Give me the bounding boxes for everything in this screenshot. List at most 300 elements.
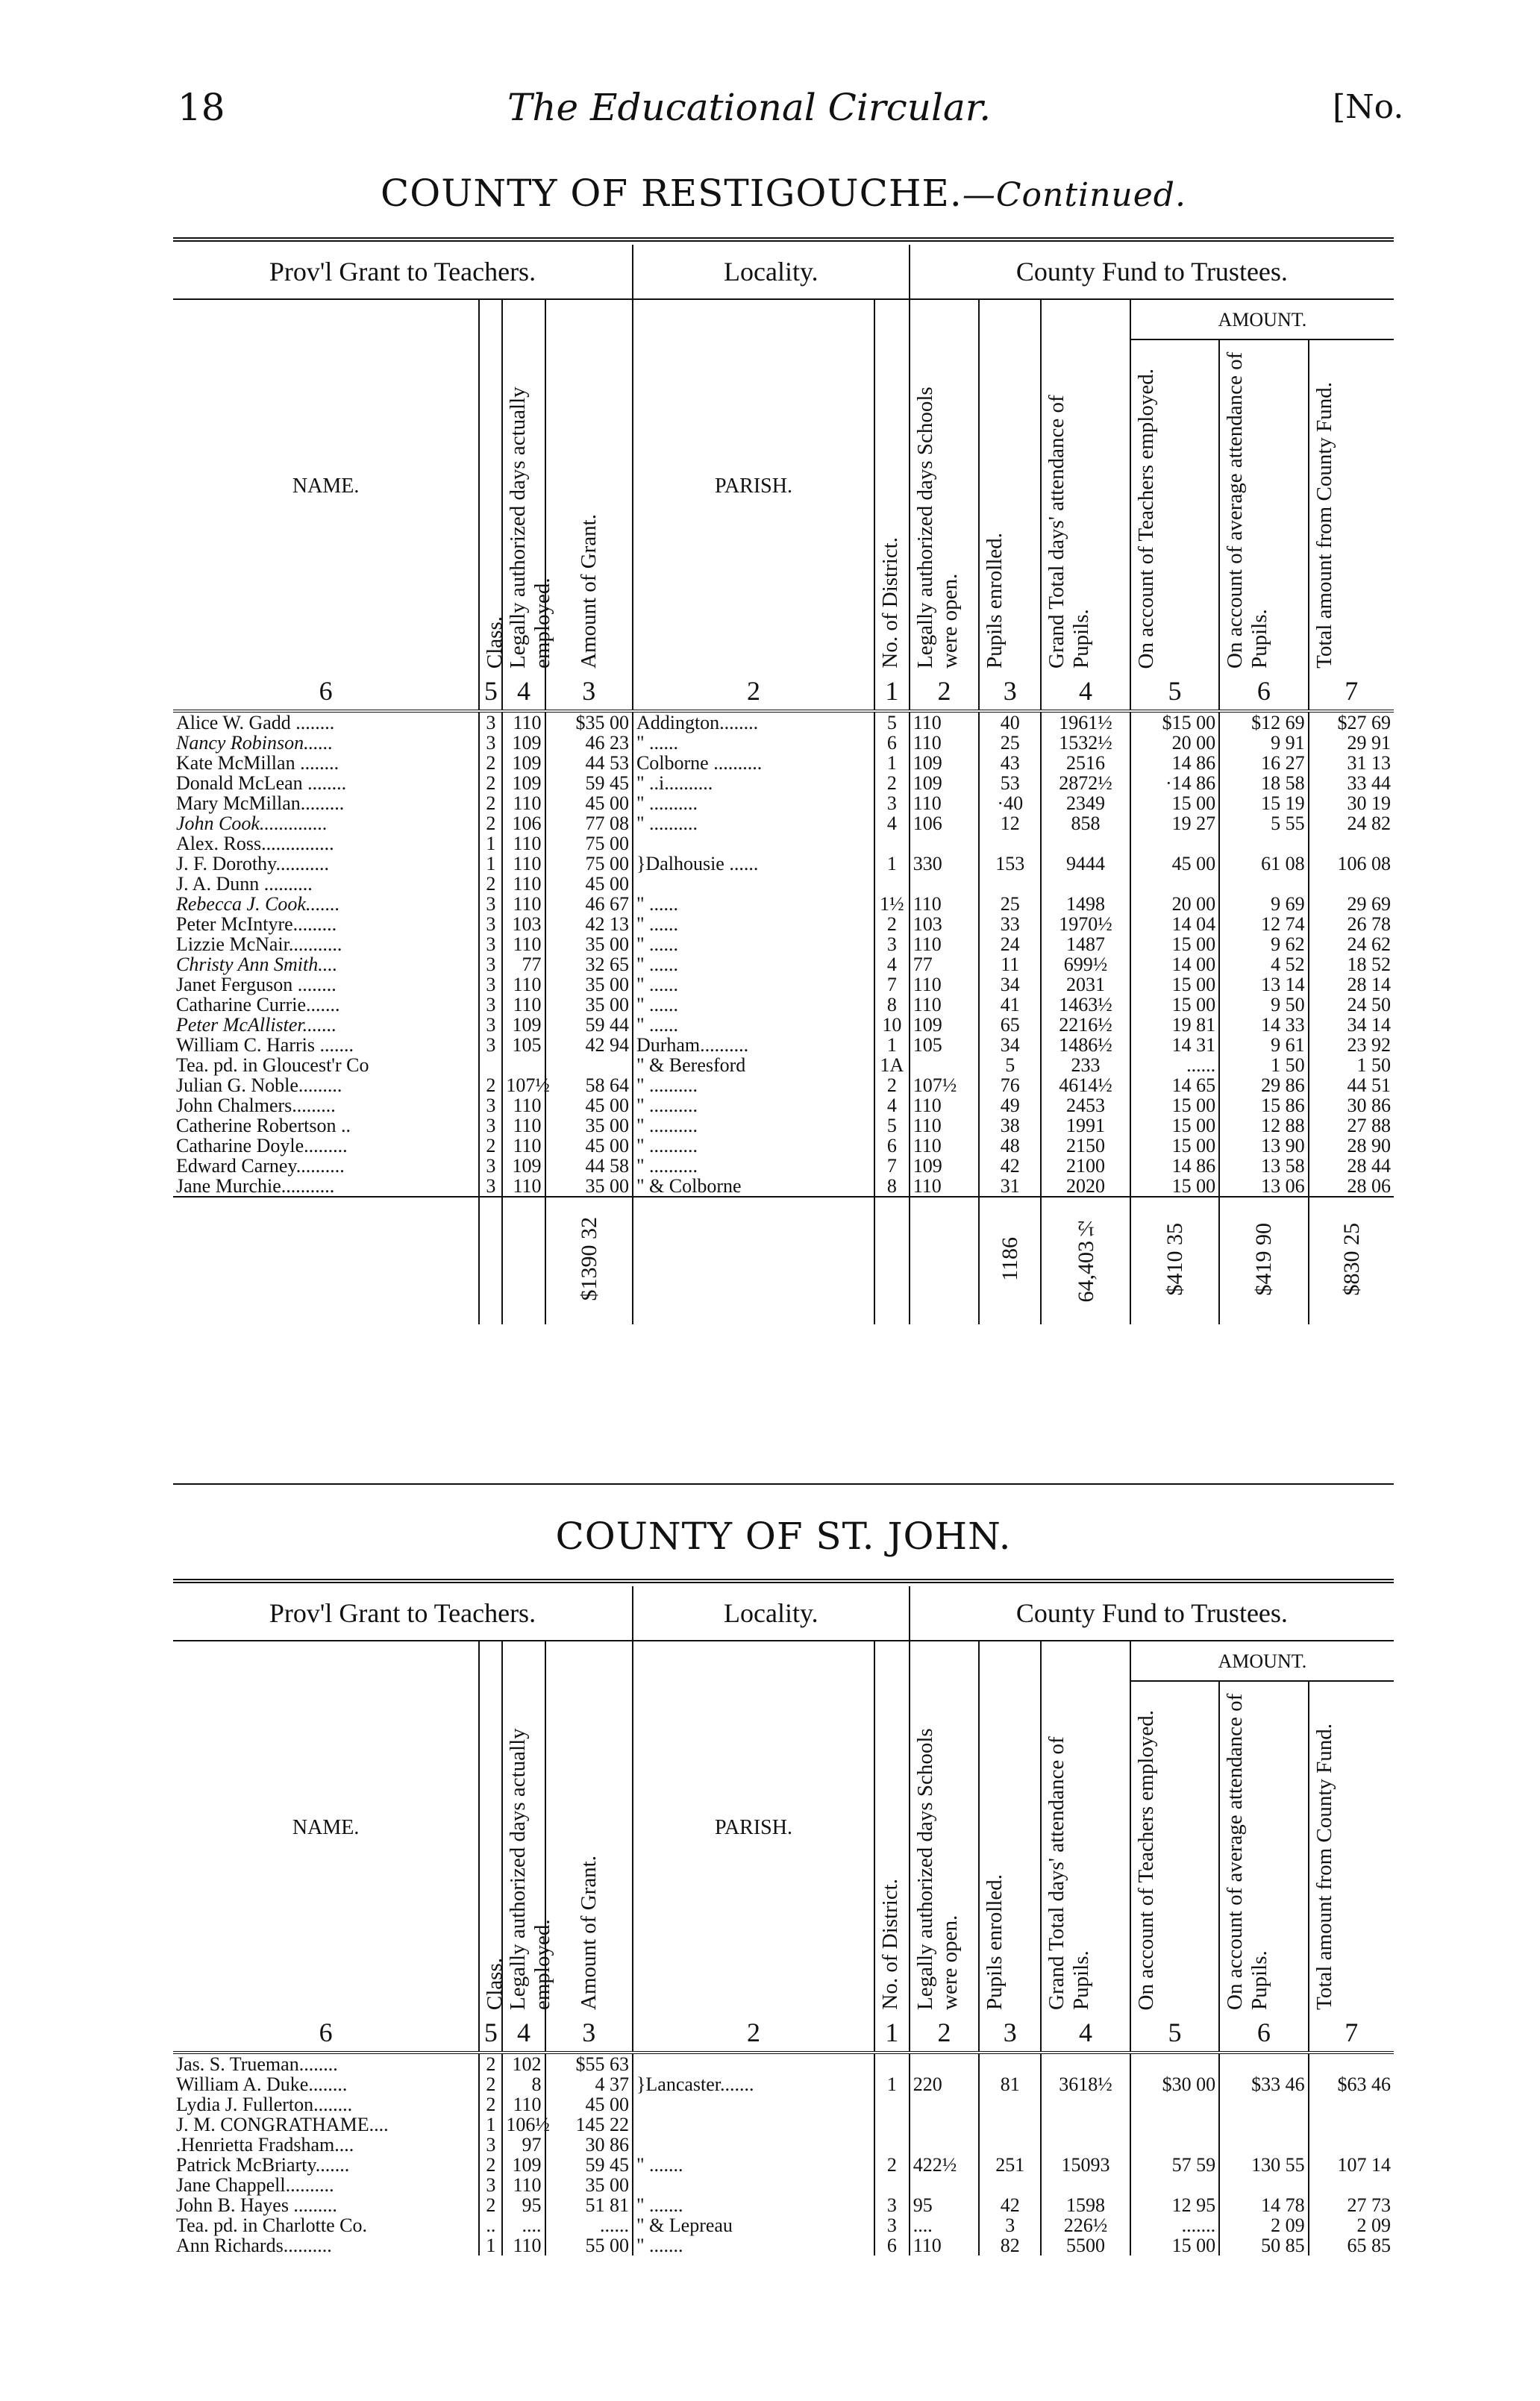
cell-dist: 5 <box>874 1115 910 1136</box>
cell-grant: 45 00 <box>545 874 633 894</box>
cell-open: 109 <box>910 1156 979 1176</box>
cell-name: Mary McMillan......... <box>173 793 479 813</box>
total-county-fund: $830 25 <box>1339 1222 1364 1296</box>
county-fund-header: County Fund to Trustees. <box>910 245 1394 299</box>
cell-open: 109 <box>910 1015 979 1035</box>
cell-grant: 45 00 <box>545 793 633 813</box>
cell-days: 95 <box>502 2195 545 2215</box>
cell-total: 2031 <box>1041 974 1130 995</box>
cell-pupils: ·40 <box>979 793 1041 813</box>
cell-teach: $30 00 <box>1130 2074 1219 2094</box>
cell-name: Jane Chappell.......... <box>173 2175 479 2195</box>
cell-class: 2 <box>479 874 502 894</box>
cell-open <box>910 2094 979 2114</box>
cell-teach <box>1130 2053 1219 2074</box>
table-row <box>173 1075 1394 1095</box>
grant-header: Amount of Grant. <box>576 1856 601 2010</box>
cell-total: 1463½ <box>1041 995 1130 1015</box>
cell-pupils: 251 <box>979 2155 1041 2175</box>
cell-parish: Addington........ <box>633 711 874 733</box>
cell-pupils: 12 <box>979 813 1041 833</box>
cell-dist: 1 <box>874 1035 910 1055</box>
cell-days: 110 <box>502 974 545 995</box>
cell-pupils: 25 <box>979 733 1041 753</box>
table-row <box>173 2215 1394 2235</box>
cell-avg: 2 09 <box>1219 2215 1308 2235</box>
cell-grant: 75 00 <box>545 854 633 874</box>
cell-parish: " .......... <box>633 1136 874 1156</box>
cell-total <box>1041 874 1130 894</box>
cell-pupils <box>979 2114 1041 2135</box>
cell-total <box>1041 2053 1130 2074</box>
cell-parish: " ...... <box>633 974 874 995</box>
name-header: NAME. <box>173 299 479 672</box>
cell-open: 106 <box>910 813 979 833</box>
cell-parish: " & Beresford <box>633 1055 874 1075</box>
total-grant: $1390 32 <box>576 1217 601 1301</box>
cell-days: 109 <box>502 1156 545 1176</box>
cell-avg <box>1219 874 1308 894</box>
cell-grant: 45 00 <box>545 1136 633 1156</box>
cell-teach: 15 00 <box>1130 1176 1219 1197</box>
cell-grant: 45 00 <box>545 1095 633 1115</box>
cell-avg: 50 85 <box>1219 2235 1308 2256</box>
cell-days: 110 <box>502 995 545 1015</box>
cell-grant <box>545 1055 633 1075</box>
cell-pupils: 33 <box>979 914 1041 934</box>
cell-teach: 20 00 <box>1130 894 1219 914</box>
cell-days: 110 <box>502 793 545 813</box>
cell-class: 3 <box>479 934 502 954</box>
cell-teach: 19 27 <box>1130 813 1219 833</box>
table-row <box>173 1035 1394 1055</box>
cell-total: 2872½ <box>1041 773 1130 793</box>
cell-dist: 3 <box>874 2215 910 2235</box>
cell-total <box>1041 2114 1130 2135</box>
stjohn-table <box>173 1586 1394 2256</box>
cell-tot <box>1309 833 1394 854</box>
cell-days: 110 <box>502 874 545 894</box>
restigouche-rows <box>173 711 1394 1197</box>
table-row <box>173 1176 1394 1197</box>
cell-dist: 7 <box>874 974 910 995</box>
cell-total: 858 <box>1041 813 1130 833</box>
cell-dist: 4 <box>874 954 910 974</box>
cell-teach <box>1130 2094 1219 2114</box>
table-row <box>173 2135 1394 2155</box>
cell-dist: 10 <box>874 1015 910 1035</box>
cell-avg: 5 55 <box>1219 813 1308 833</box>
days-employed-header: Legally authorized days actually employed. <box>506 1728 555 2010</box>
cell-class: 3 <box>479 711 502 733</box>
cell-class: 2 <box>479 793 502 813</box>
cell-days: 110 <box>502 1115 545 1136</box>
cell-tot: 29 69 <box>1347 893 1391 915</box>
cell-pupils: 82 <box>979 2235 1041 2256</box>
stjohn-title-rule <box>173 1579 1394 1583</box>
cell-open: 105 <box>910 1035 979 1055</box>
cell-parish <box>633 2053 874 2074</box>
cell-class: 3 <box>479 974 502 995</box>
cell-parish: " ....... <box>633 2195 874 2215</box>
cell-pupils: 40 <box>979 711 1041 733</box>
cell-grant: ...... <box>545 2215 633 2235</box>
cell-days: 106½ <box>502 2114 545 2135</box>
cell-grant: 42 13 <box>545 914 633 934</box>
cell-grant: 32 65 <box>545 954 633 974</box>
cell-parish: " ....... <box>633 2155 874 2175</box>
total-amount-header: Total amount from County Fund. <box>1312 1724 1336 2010</box>
cell-tot: 2 09 <box>1356 2214 1391 2236</box>
cell-teach: 15 00 <box>1130 1115 1219 1136</box>
cell-class: 3 <box>479 1115 502 1136</box>
cell-open: 110 <box>910 1095 979 1115</box>
cell-class: 1 <box>479 854 502 874</box>
cell-teach: 15 00 <box>1130 2235 1219 2256</box>
cell-avg: 9 69 <box>1219 894 1308 914</box>
cell-pupils: 81 <box>979 2074 1041 2094</box>
cell-open: 110 <box>910 1136 979 1156</box>
cell-avg: 9 50 <box>1219 995 1308 1015</box>
cell-parish: " .......... <box>633 1095 874 1115</box>
table-row <box>173 2053 1394 2074</box>
cell-class: 2 <box>479 1075 502 1095</box>
cell-grant: 35 00 <box>545 934 633 954</box>
cell-name: Jas. S. Trueman........ <box>173 2053 479 2074</box>
cell-class: 2 <box>479 2094 502 2114</box>
cell-tot: 24 50 <box>1347 994 1391 1015</box>
total-teachers: $410 35 <box>1162 1222 1187 1296</box>
restigouche-table <box>173 245 1394 1324</box>
issue-marker: [No. <box>1333 88 1404 126</box>
cell-days: 106 <box>502 813 545 833</box>
cell-tot: 18 52 <box>1347 954 1391 975</box>
cell-days: .... <box>502 2215 545 2235</box>
cell-parish <box>633 2094 874 2114</box>
cell-dist <box>874 874 910 894</box>
cell-open: 110 <box>910 2235 979 2256</box>
cell-teach: 14 65 <box>1130 1075 1219 1095</box>
cell-class: 2 <box>479 2195 502 2215</box>
column-numbers: 6 5 4 3 2 1 2 3 4 5 6 7 <box>173 672 1394 711</box>
cell-pupils <box>979 874 1041 894</box>
table-row <box>173 2094 1394 2114</box>
cell-tot: 30 19 <box>1347 792 1391 814</box>
cell-tot: 65 85 <box>1347 2235 1391 2256</box>
table-row <box>173 2175 1394 2195</box>
column-numbers: 6 5 4 3 2 1 2 3 4 5 6 7 <box>173 2014 1394 2053</box>
table-row <box>173 1095 1394 1115</box>
cell-days: 8 <box>502 2074 545 2094</box>
cell-open: 109 <box>910 773 979 793</box>
cell-days <box>502 1055 545 1075</box>
cell-pupils <box>979 2094 1041 2114</box>
page-number: 18 <box>178 86 225 129</box>
cell-days: 110 <box>502 1176 545 1197</box>
cell-tot: $27 69 <box>1337 712 1391 733</box>
cell-open <box>910 833 979 854</box>
cell-dist: 4 <box>874 813 910 833</box>
cell-dist: 6 <box>874 2235 910 2256</box>
cell-grant: 4 37 <box>545 2074 633 2094</box>
table-row <box>173 1136 1394 1156</box>
total-amount-header: Total amount from County Fund. <box>1312 382 1336 669</box>
table-row <box>173 894 1394 914</box>
cell-teach: 15 00 <box>1130 934 1219 954</box>
cell-class: 3 <box>479 1035 502 1055</box>
cell-avg <box>1219 2094 1308 2114</box>
cell-grant: 44 53 <box>545 753 633 773</box>
teachers-acct-header: On account of Teachers employed. <box>1133 1709 1158 2010</box>
cell-open: 220 <box>910 2074 979 2094</box>
table-row <box>173 773 1394 793</box>
cell-open: .... <box>910 2215 979 2235</box>
cell-pupils <box>979 2175 1041 2195</box>
cell-pupils: 5 <box>979 1055 1041 1075</box>
cell-teach <box>1130 2114 1219 2135</box>
cell-days: 110 <box>502 2175 545 2195</box>
pupils-header: Pupils enrolled. <box>983 1873 1007 2010</box>
district-header: No. of District. <box>878 537 902 669</box>
cell-pupils: 24 <box>979 934 1041 954</box>
average-acct-header: On account of average attendance of Pupils. <box>1223 351 1272 669</box>
running-title: The Educational Circular. <box>507 86 992 129</box>
cell-parish <box>633 833 874 854</box>
cell-name: Alex. Ross............... <box>173 833 479 854</box>
stjohn-rows <box>173 2053 1394 2256</box>
cell-pupils: 41 <box>979 995 1041 1015</box>
cell-pupils <box>979 2053 1041 2074</box>
cell-grant: 35 00 <box>545 974 633 995</box>
cell-dist: 8 <box>874 995 910 1015</box>
cell-grant: 35 00 <box>545 2175 633 2195</box>
cell-total: 1970½ <box>1041 914 1130 934</box>
cell-open: 110 <box>910 934 979 954</box>
cell-class <box>479 1055 502 1075</box>
cell-name: Edward Carney.......... <box>173 1156 479 1176</box>
cell-parish: " .......... <box>633 1075 874 1095</box>
cell-dist: 7 <box>874 1156 910 1176</box>
cell-open: 107½ <box>910 1075 979 1095</box>
cell-dist: 1 <box>874 854 910 874</box>
table-row <box>173 934 1394 954</box>
cell-avg: 12 88 <box>1219 1115 1308 1136</box>
cell-grant: 59 45 <box>545 2155 633 2175</box>
cell-name: Tea. pd. in Charlotte Co. <box>173 2215 479 2235</box>
cell-total <box>1041 2094 1130 2114</box>
cell-open <box>910 1055 979 1075</box>
continued-label: —Continued. <box>962 176 1186 214</box>
cell-grant: 145 22 <box>545 2114 633 2135</box>
cell-open: 422½ <box>910 2155 979 2175</box>
cell-pupils: 53 <box>979 773 1041 793</box>
class-header: Class. <box>483 616 507 669</box>
cell-dist: 6 <box>874 733 910 753</box>
cell-tot: 33 44 <box>1347 772 1391 794</box>
cell-name: Peter McIntyre......... <box>173 914 479 934</box>
cell-name: .Henrietta Fradsham.... <box>173 2135 479 2155</box>
locality-header: Locality. <box>633 245 910 299</box>
cell-name: Kate McMillan ........ <box>173 753 479 773</box>
cell-total <box>1041 2175 1130 2195</box>
locality-header: Locality. <box>633 1586 910 1641</box>
cell-pupils: 65 <box>979 1015 1041 1035</box>
cell-tot <box>1309 2053 1394 2074</box>
cell-dist: 1A <box>874 1055 910 1075</box>
cell-grant: 59 44 <box>545 1015 633 1035</box>
cell-parish: " ...... <box>633 934 874 954</box>
cell-class: 3 <box>479 2135 502 2155</box>
cell-total: 2020 <box>1041 1176 1130 1197</box>
cell-open: 110 <box>910 733 979 753</box>
cell-grant: 58 64 <box>545 1075 633 1095</box>
name-header: NAME. <box>173 1641 479 2014</box>
cell-pupils: 3 <box>979 2215 1041 2235</box>
cell-tot: 26 78 <box>1347 913 1391 935</box>
cell-avg: 18 58 <box>1219 773 1308 793</box>
cell-parish <box>633 2114 874 2135</box>
cell-avg: $33 46 <box>1219 2074 1308 2094</box>
cell-avg: 15 19 <box>1219 793 1308 813</box>
table-row <box>173 813 1394 833</box>
cell-tot <box>1309 2135 1394 2155</box>
cell-class: 1 <box>479 2114 502 2135</box>
cell-grant: 30 86 <box>545 2135 633 2155</box>
cell-dist: 3 <box>874 793 910 813</box>
cell-tot: 24 62 <box>1347 933 1391 955</box>
cell-avg: 9 91 <box>1219 733 1308 753</box>
cell-pupils <box>979 2135 1041 2155</box>
cell-name: Catharine Currie....... <box>173 995 479 1015</box>
cell-days: 110 <box>502 934 545 954</box>
cell-total: 1498 <box>1041 894 1130 914</box>
cell-days: 110 <box>502 711 545 733</box>
cell-avg: 13 14 <box>1219 974 1308 995</box>
cell-parish: " & Colborne <box>633 1176 874 1197</box>
cell-avg: 1 50 <box>1219 1055 1308 1075</box>
cell-dist: 1 <box>874 753 910 773</box>
amount-header: AMOUNT. <box>1130 1641 1394 1681</box>
parish-header: PARISH. <box>633 299 874 672</box>
cell-name: Ann Richards.......... <box>173 2235 479 2256</box>
cell-days: 110 <box>502 1136 545 1156</box>
cell-name: Christy Ann Smith.... <box>173 954 479 974</box>
cell-open <box>910 874 979 894</box>
cell-pupils: 38 <box>979 1115 1041 1136</box>
table-row <box>173 854 1394 874</box>
cell-teach: ....... <box>1130 2215 1219 2235</box>
cell-class: 3 <box>479 894 502 914</box>
cell-grant: 35 00 <box>545 995 633 1015</box>
cell-avg: 29 86 <box>1219 1075 1308 1095</box>
cell-avg: 4 52 <box>1219 954 1308 974</box>
cell-dist: 2 <box>874 2155 910 2175</box>
cell-teach: 15 00 <box>1130 1095 1219 1115</box>
cell-parish: " ...... <box>633 954 874 974</box>
cell-days: 109 <box>502 733 545 753</box>
table-row <box>173 2114 1394 2135</box>
cell-total: 233 <box>1041 1055 1130 1075</box>
cell-avg: $12 69 <box>1219 711 1308 733</box>
cell-total: 1961½ <box>1041 711 1130 733</box>
cell-grant: 59 45 <box>545 773 633 793</box>
cell-tot <box>1309 2175 1394 2195</box>
cell-days: 110 <box>502 833 545 854</box>
total-average: $419 90 <box>1251 1222 1277 1296</box>
cell-days: 110 <box>502 2094 545 2114</box>
table-row <box>173 974 1394 995</box>
cell-teach: 57 59 <box>1130 2155 1219 2175</box>
cell-parish: " ..i.......... <box>633 773 874 793</box>
days-open-header: Legally authorized days Schools were open. <box>913 1728 962 2010</box>
cell-tot: 44 51 <box>1347 1074 1391 1096</box>
cell-total: 4614½ <box>1041 1075 1130 1095</box>
cell-parish <box>633 2175 874 2195</box>
cell-tot: 30 86 <box>1347 1095 1391 1116</box>
cell-pupils: 43 <box>979 753 1041 773</box>
cell-name: John Chalmers......... <box>173 1095 479 1115</box>
cell-total <box>1041 833 1130 854</box>
table-row <box>173 2235 1394 2256</box>
cell-name: Patrick McBriarty....... <box>173 2155 479 2175</box>
cell-total: 1486½ <box>1041 1035 1130 1055</box>
cell-dist: 1½ <box>874 894 910 914</box>
cell-parish: " ...... <box>633 914 874 934</box>
class-header: Class. <box>483 1957 507 2010</box>
table-row <box>173 2195 1394 2215</box>
cell-class: 2 <box>479 2155 502 2175</box>
cell-days: 97 <box>502 2135 545 2155</box>
cell-class: 3 <box>479 995 502 1015</box>
cell-pupils: 11 <box>979 954 1041 974</box>
cell-total: 2453 <box>1041 1095 1130 1115</box>
table-row <box>173 711 1394 733</box>
cell-total: 2349 <box>1041 793 1130 813</box>
cell-grant: $55 63 <box>545 2053 633 2074</box>
cell-avg <box>1219 833 1308 854</box>
cell-parish: " .......... <box>633 793 874 813</box>
restigouche-totals <box>173 1197 1394 1324</box>
cell-dist: 8 <box>874 1176 910 1197</box>
cell-open: 109 <box>910 753 979 773</box>
cell-class: 3 <box>479 1176 502 1197</box>
cell-total: 5500 <box>1041 2235 1130 2256</box>
cell-parish: " .......... <box>633 1115 874 1136</box>
cell-open <box>910 2175 979 2195</box>
cell-total: 1532½ <box>1041 733 1130 753</box>
cell-name: Nancy Robinson...... <box>173 733 479 753</box>
cell-days: 77 <box>502 954 545 974</box>
county-name: COUNTY OF RESTIGOUCHE. <box>381 172 962 215</box>
cell-pupils: 34 <box>979 974 1041 995</box>
cell-parish: Colborne .......... <box>633 753 874 773</box>
restigouche-title <box>173 172 1394 215</box>
cell-open <box>910 2114 979 2135</box>
cell-parish: " ...... <box>633 733 874 753</box>
grand-total-header: Grand Total days' attendance of Pupils. <box>1045 1736 1094 2010</box>
cell-avg: 13 90 <box>1219 1136 1308 1156</box>
cell-name: William C. Harris ....... <box>173 1035 479 1055</box>
days-open-header: Legally authorized days Schools were open. <box>913 386 962 669</box>
cell-avg: 61 08 <box>1219 854 1308 874</box>
cell-parish <box>633 874 874 894</box>
cell-dist <box>874 2114 910 2135</box>
total-pupils: 1186 <box>998 1237 1023 1281</box>
table-row <box>173 2074 1394 2094</box>
cell-tot: $63 46 <box>1337 2073 1391 2095</box>
cell-name: Lydia J. Fullerton........ <box>173 2094 479 2114</box>
cell-grant: 46 67 <box>545 894 633 914</box>
